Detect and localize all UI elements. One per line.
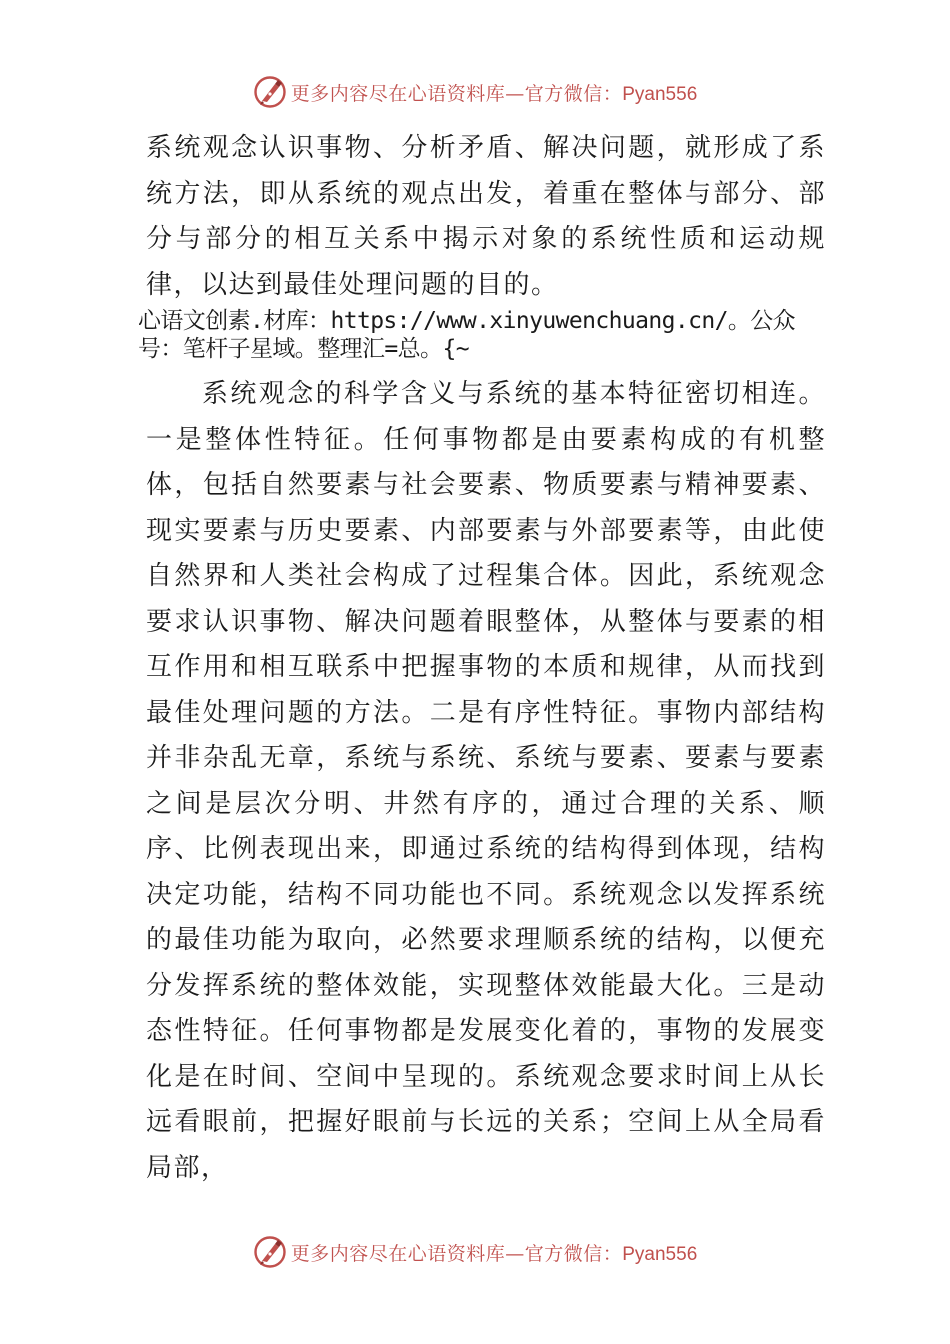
wechat-id: Pyan556 (622, 1243, 698, 1265)
paragraph-2-source-note: 心语文创素.材库：https://www.xinyuwenchuang.cn/。公众号：笔杆子星域。整理汇=总。{~ (138, 308, 796, 362)
paragraph-1: 系统观念认识事物、分析矛盾、解决问题，就形成了系统方法，即从系统的观点出发，着重在整体与部分、部分与部分的相互关系中揭示对象的系统性质和运动规律，以达到最佳处理问题的目的。 (146, 133, 826, 300)
wechat-id: Pyan556 (622, 83, 698, 105)
banner-slogan: 更多内容尽在心语资料库—官方微信： (290, 82, 623, 105)
banner-text (291, 79, 698, 106)
banner-slogan: 更多内容尽在心语资料库—官方微信： (290, 1242, 623, 1265)
footer-banner (0, 1232, 950, 1272)
header-banner (0, 72, 950, 112)
pen-nib-circle-icon (253, 1235, 287, 1269)
banner-text (291, 1239, 698, 1266)
pen-nib-circle-icon (253, 75, 287, 109)
paragraph-3: 系统观念的科学含义与系统的基本特征密切相连。一是整体性特征。任何事物都是由要素构成的有机整体，包括自然要素与社会要素、物质要素与精神要素、现实要素与历史要素、内部要素与外部要素等，由此使自然界和人类社会构成了过程集合体。因此，系统观念要求认识事物、解决问题着眼整体，从整体与要素的相互作用和相互联系中把握事物的本质和规律，从而找到最佳处理问题的方法。二是有序性特征。事物内部结构并非杂乱无章，系统与系统、系统与要素、要素与要素之间是层次分明、井然有序的，通过合理的关系、顺序、比例表现出来，即通过系统的结构得到体现，结构决定功能，结构不同功能也不同。系统观念以发挥系统的最佳功能为取向，必然要求理顺系统的结构，以便充分发挥系统的整体效能，实现整体效能最大化。三是动态性特征。任何事物都是发展变化着的，事物的发展变化是在时间、空间中呈现的。系统观念要求时间上从长远看眼前，把握好眼前与长远的关系；空间上从全局看局部， (146, 379, 826, 1183)
